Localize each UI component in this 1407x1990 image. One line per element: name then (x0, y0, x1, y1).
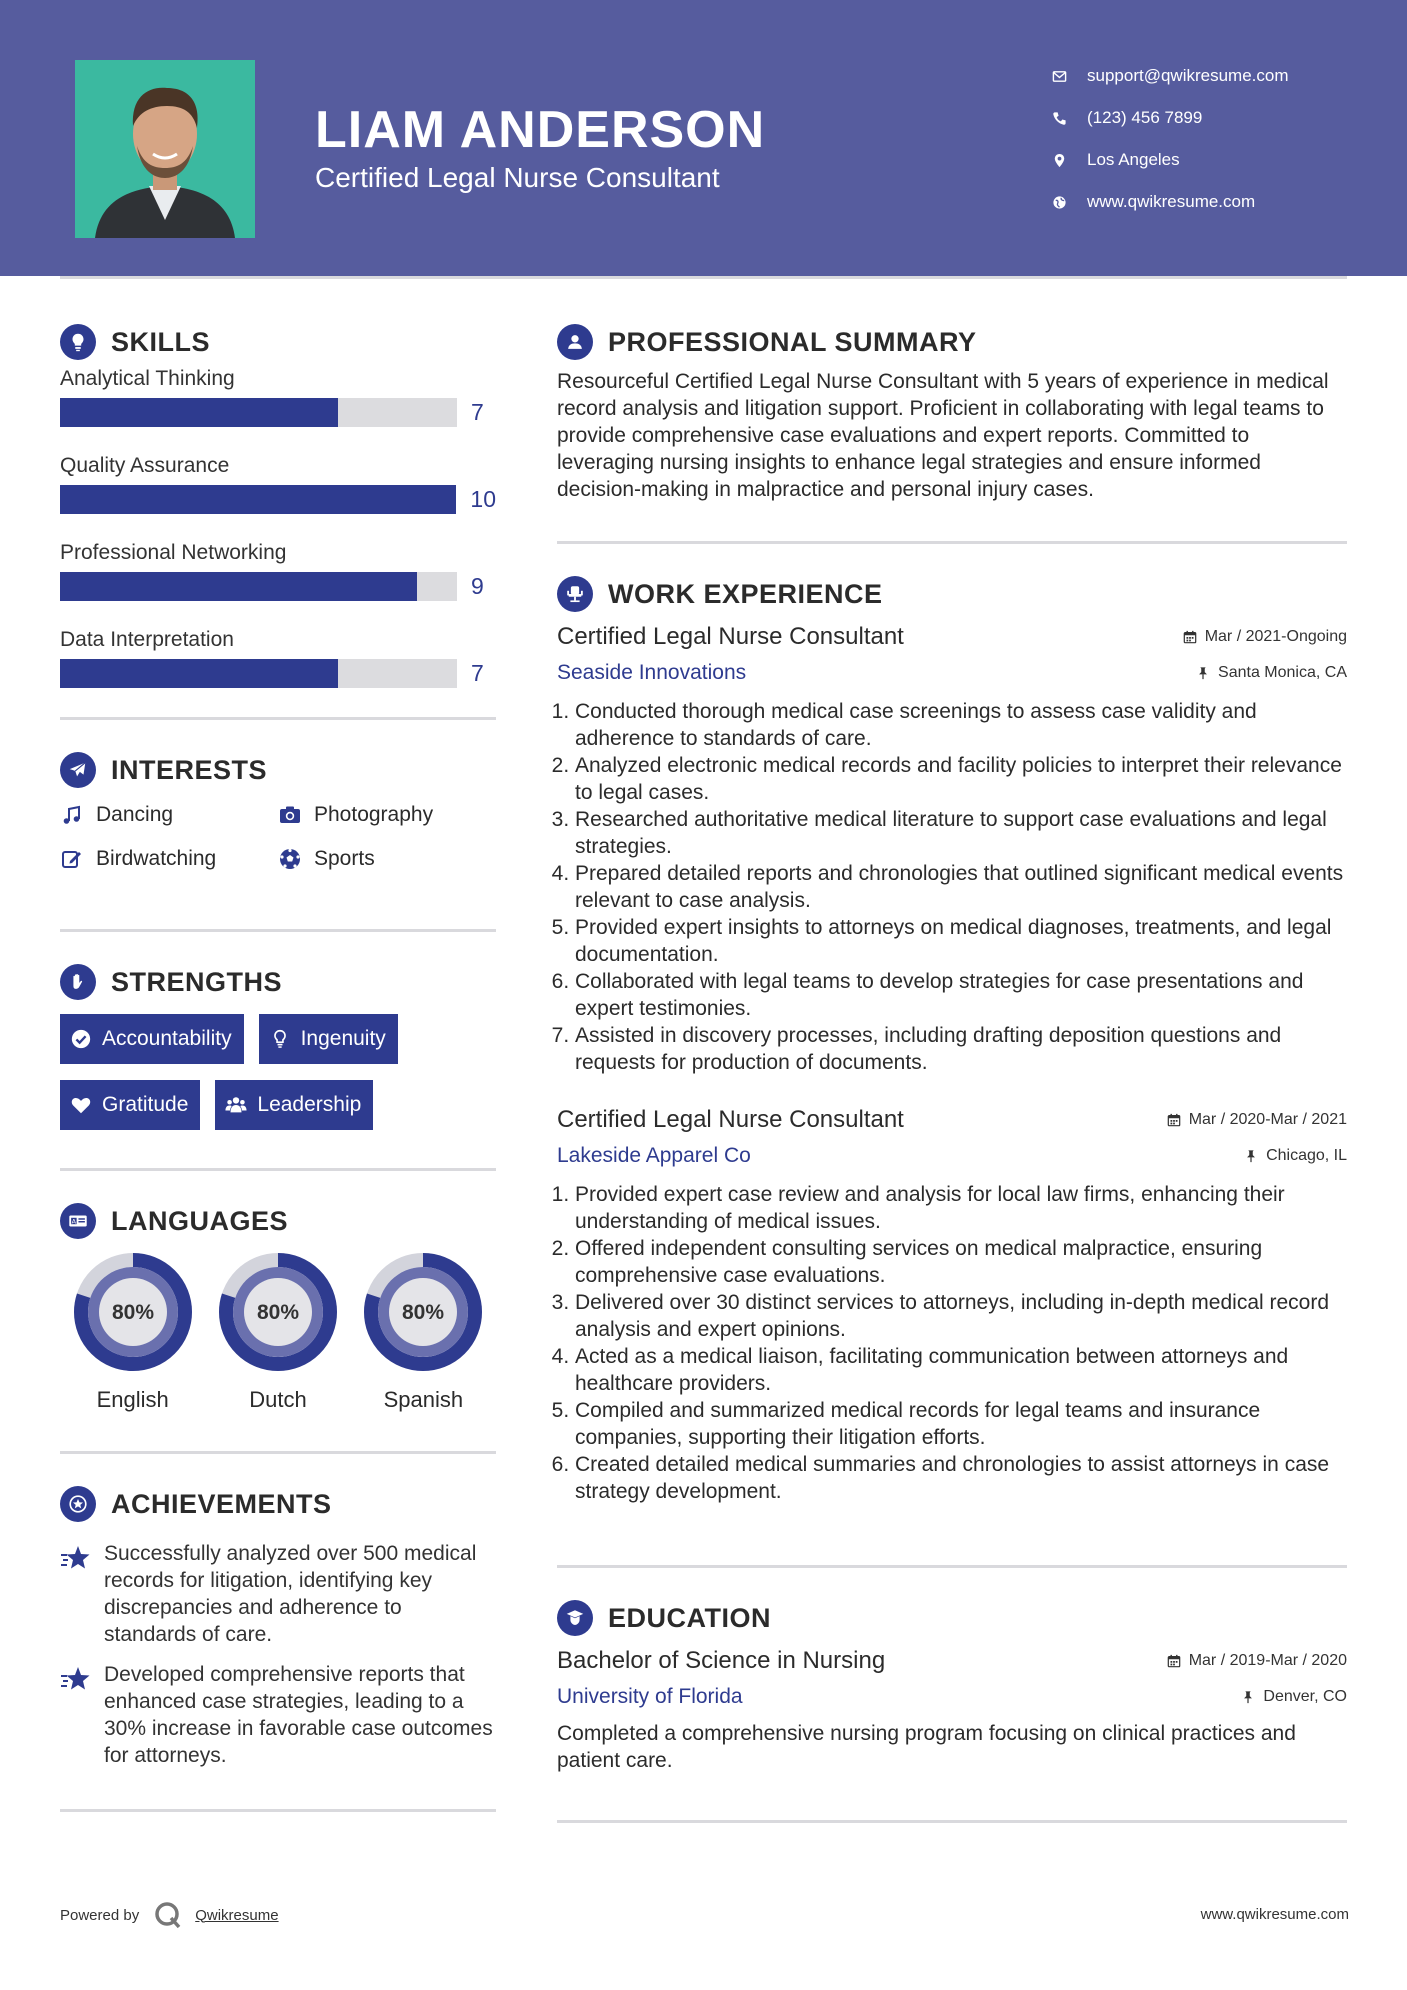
job-location (1196, 664, 1347, 682)
candidate-name: LIAM ANDERSON (315, 101, 766, 159)
education-location (1241, 1688, 1347, 1706)
contact-website[interactable] (1052, 181, 1382, 223)
job-bullet: 4. Prepared detailed reports and chronologies that outlined significant medical events relevant to case analysis. (575, 860, 1347, 914)
envelope-icon (1052, 69, 1087, 84)
language-progress-ring (217, 1251, 339, 1373)
hand-icon (60, 964, 96, 1000)
music-note-icon (60, 803, 84, 827)
globe-icon (1052, 195, 1087, 210)
summary-heading (557, 322, 1347, 362)
interests-grid (60, 800, 496, 873)
strength-chip (215, 1080, 373, 1130)
education-title: EDUCATION (608, 1602, 771, 1633)
soccer-ball-icon (278, 847, 302, 871)
school-name: University of Florida (557, 1685, 743, 1708)
language-percent: 80% (402, 1301, 445, 1324)
strength-label: Gratitude (102, 1093, 189, 1116)
skill-bar-fill (60, 572, 417, 601)
lightbulb-icon (60, 324, 96, 360)
experience-section (557, 574, 1347, 1505)
job-bullet: 4. Acted as a medical liaison, facilitating communication between attorneys and healthcare providers. (575, 1343, 1347, 1397)
company-name: Lakeside Apparel Co (557, 1144, 751, 1167)
calendar-icon (1183, 630, 1197, 644)
contact-location (1052, 139, 1382, 181)
language-item (60, 1251, 205, 1413)
star-badge-icon (60, 1486, 96, 1522)
skills-list (60, 364, 496, 691)
lightbulb-icon (269, 1028, 291, 1050)
skill-bar-fill (60, 659, 338, 688)
job-entry (557, 620, 1347, 1076)
section-divider (60, 1168, 496, 1171)
heart-icon (70, 1094, 92, 1116)
interest-item (60, 800, 278, 829)
language-name: English (96, 1387, 169, 1412)
interest-item (278, 844, 496, 873)
strengths-section (60, 962, 496, 1130)
achievement-item (60, 1540, 496, 1648)
interest-item (60, 844, 278, 873)
interest-label: Sports (314, 846, 375, 870)
footer-website[interactable]: www.qwikresume.com (1200, 1906, 1349, 1923)
strengths-chips (60, 1014, 460, 1130)
achievement-text: Successfully analyzed over 500 medical records for litigation, identifying key discrepancies and adherence to standards of care. (104, 1542, 477, 1646)
contact-website-text: www.qwikresume.com (1087, 192, 1256, 211)
job-entry (557, 1103, 1347, 1505)
svg-text:A: A (71, 1217, 77, 1226)
job-title: Certified Legal Nurse Consultant (557, 1106, 904, 1133)
job-dates (1183, 628, 1347, 646)
skill-bar-row (60, 655, 496, 691)
skill-bar-fill (60, 398, 338, 427)
section-divider (60, 717, 496, 720)
job-location-text: Chicago, IL (1266, 1147, 1347, 1164)
job-bullet: 2. Offered independent consulting services on medical malpractice, ensuring comprehensive case evaluations. (575, 1235, 1347, 1289)
languages-heading (60, 1201, 496, 1241)
job-bullets (557, 1181, 1347, 1505)
job-bullet: 2. Analyzed electronic medical records and facility policies to interpret their relevance to legal cases. (575, 752, 1347, 806)
user-icon (557, 324, 593, 360)
calendar-icon (1167, 1113, 1181, 1127)
experience-heading (557, 574, 1347, 614)
skill-value: 10 (470, 485, 496, 512)
skill-bar-row (60, 394, 496, 430)
map-marker-icon (1052, 153, 1087, 168)
skill-value: 7 (471, 659, 484, 686)
strength-label: Leadership (257, 1093, 362, 1116)
phone-icon (1052, 111, 1087, 126)
job-bullet: 1. Provided expert case review and analysis for local law firms, enhancing their understanding of medical issues. (575, 1181, 1347, 1235)
section-divider (60, 1809, 496, 1812)
strength-label: Accountability (102, 1027, 232, 1050)
contact-email[interactable] (1052, 55, 1382, 97)
achievements-heading (60, 1484, 496, 1524)
skill-bar (60, 398, 457, 427)
skills-heading (60, 322, 496, 362)
strengths-heading (60, 962, 496, 1002)
users-icon (225, 1094, 247, 1116)
interest-label: Dancing (96, 802, 174, 826)
language-item (351, 1251, 496, 1413)
languages-section (60, 1201, 496, 1413)
strength-chip (60, 1014, 244, 1064)
right-column (557, 300, 1347, 1823)
achievements-title: ACHIEVEMENTS (111, 1488, 332, 1519)
header-divider (60, 276, 1347, 279)
interests-heading (60, 750, 496, 790)
achievements-section (60, 1484, 496, 1769)
education-dates-text: Mar / 2019-Mar / 2020 (1188, 1652, 1347, 1669)
office-chair-icon (557, 576, 593, 612)
achievement-text: Developed comprehensive reports that enhanced case strategies, leading to a 30% increase in favorable case outcomes for attorneys. (104, 1663, 493, 1767)
languages-title: LANGUAGES (111, 1205, 289, 1236)
paper-plane-icon (60, 752, 96, 788)
languages-list (60, 1251, 496, 1413)
section-divider (557, 541, 1347, 544)
job-bullets (557, 698, 1347, 1076)
resume-header (0, 0, 1407, 276)
contact-email-text: support@qwikresume.com (1087, 66, 1289, 85)
section-divider (557, 1820, 1347, 1823)
language-progress-ring (72, 1251, 194, 1373)
skill-bar (60, 659, 457, 688)
job-bullet: 3. Delivered over 30 distinct services to attorneys, including in-depth medical record analysis and expert opinions. (575, 1289, 1347, 1343)
qwikresume-logo-icon (153, 1900, 183, 1930)
section-divider (557, 1565, 1347, 1568)
skill-bar (60, 485, 456, 514)
achievement-item (60, 1661, 496, 1769)
skill-value: 9 (471, 572, 484, 599)
experience-title: WORK EXPERIENCE (608, 578, 883, 609)
job-bullet: 6. Created detailed medical summaries and chronologies to assist attorneys in case strategy development. (575, 1451, 1347, 1505)
education-section (557, 1598, 1347, 1774)
skill-name: Quality Assurance (60, 454, 230, 477)
language-percent: 80% (256, 1301, 299, 1324)
section-divider (60, 1451, 496, 1454)
contact-location-text: Los Angeles (1087, 150, 1180, 169)
candidate-role: Certified Legal Nurse Consultant (315, 162, 720, 193)
profile-photo (75, 60, 255, 238)
job-dates-text: Mar / 2021-Ongoing (1204, 628, 1347, 645)
skill-bar (60, 572, 457, 601)
job-bullet: 5. Compiled and summarized medical records for legal teams and insurance companies, supporting their litigation efforts. (575, 1397, 1347, 1451)
skill-bar-row (60, 481, 496, 517)
skills-section (60, 322, 496, 691)
interest-label: Photography (314, 802, 434, 826)
star-icon (60, 1663, 92, 1695)
calendar-icon (1167, 1654, 1181, 1668)
skill-value: 7 (471, 398, 484, 425)
skill-name: Professional Networking (60, 541, 287, 564)
language-percent: 80% (111, 1301, 154, 1324)
summary-text: Resourceful Certified Legal Nurse Consultant with 5 years of experience in medical record analysis and litigation support. Proficient in collaborating with legal teams to provide comprehensive case evaluations and expert reports. Committed to leveraging nursing insights to enhance legal strategies and ensure informed decision-making in malpractice and personal injury cases. (557, 370, 1329, 501)
interests-section (60, 750, 496, 873)
skills-title: SKILLS (111, 326, 211, 357)
skill-name: Analytical Thinking (60, 367, 235, 390)
job-dates (1167, 1111, 1347, 1129)
job-bullet: 7. Assisted in discovery processes, including drafting deposition questions and requests for production of documents. (575, 1022, 1347, 1076)
strength-chip (259, 1014, 398, 1064)
language-item (205, 1251, 350, 1413)
job-location (1244, 1147, 1347, 1165)
interest-label: Birdwatching (96, 846, 217, 870)
contact-phone[interactable] (1052, 97, 1382, 139)
education-heading (557, 1598, 1347, 1638)
education-description: Completed a comprehensive nursing program focusing on clinical practices and patient care. (557, 1722, 1296, 1772)
contact-list (1052, 55, 1382, 223)
strength-chip (60, 1080, 200, 1130)
job-bullet: 1. Conducted thorough medical case screenings to assess case validity and adherence to standards of care. (575, 698, 1347, 752)
job-location-text: Santa Monica, CA (1218, 664, 1347, 681)
check-circle-icon (70, 1028, 92, 1050)
edit-icon (60, 847, 84, 871)
pin-icon (1196, 666, 1210, 680)
summary-title: PROFESSIONAL SUMMARY (608, 326, 977, 357)
skill-bar-row (60, 568, 496, 604)
pin-icon (1244, 1149, 1258, 1163)
job-title: Certified Legal Nurse Consultant (557, 623, 904, 650)
interests-title: INTERESTS (111, 754, 268, 785)
section-divider (60, 929, 496, 932)
graduate-icon (557, 1600, 593, 1636)
degree-name: Bachelor of Science in Nursing (557, 1647, 886, 1674)
education-dates (1167, 1652, 1347, 1670)
job-bullet: 3. Researched authoritative medical literature to support case evaluations and legal strategies. (575, 806, 1347, 860)
job-dates-text: Mar / 2020-Mar / 2021 (1188, 1111, 1347, 1128)
star-icon (60, 1542, 92, 1574)
camera-icon (278, 803, 302, 827)
language-name: Dutch (249, 1387, 307, 1412)
brand-link[interactable]: Qwikresume (195, 1906, 279, 1924)
job-bullet: 6. Collaborated with legal teams to develop strategies for case presentations and expert testimonies. (575, 968, 1347, 1022)
skill-bar-fill (60, 485, 456, 514)
footer-powered-by (60, 1900, 279, 1930)
contact-phone-text: (123) 456 7899 (1087, 108, 1203, 127)
company-name: Seaside Innovations (557, 661, 747, 684)
left-column (60, 300, 496, 1812)
job-bullet: 5. Provided expert insights to attorneys on medical diagnoses, treatments, and legal documentation. (575, 914, 1347, 968)
skill-name: Data Interpretation (60, 628, 234, 651)
powered-by-text: Powered by (60, 1906, 140, 1924)
language-name: Spanish (383, 1387, 464, 1412)
pin-icon (1241, 1690, 1255, 1704)
strength-label: Ingenuity (300, 1027, 386, 1050)
strengths-title: STRENGTHS (111, 966, 283, 997)
language-progress-ring (362, 1251, 484, 1373)
education-location-text: Denver, CO (1263, 1688, 1347, 1705)
interest-item (278, 800, 496, 829)
language-icon (60, 1203, 96, 1239)
summary-section (557, 322, 1347, 503)
